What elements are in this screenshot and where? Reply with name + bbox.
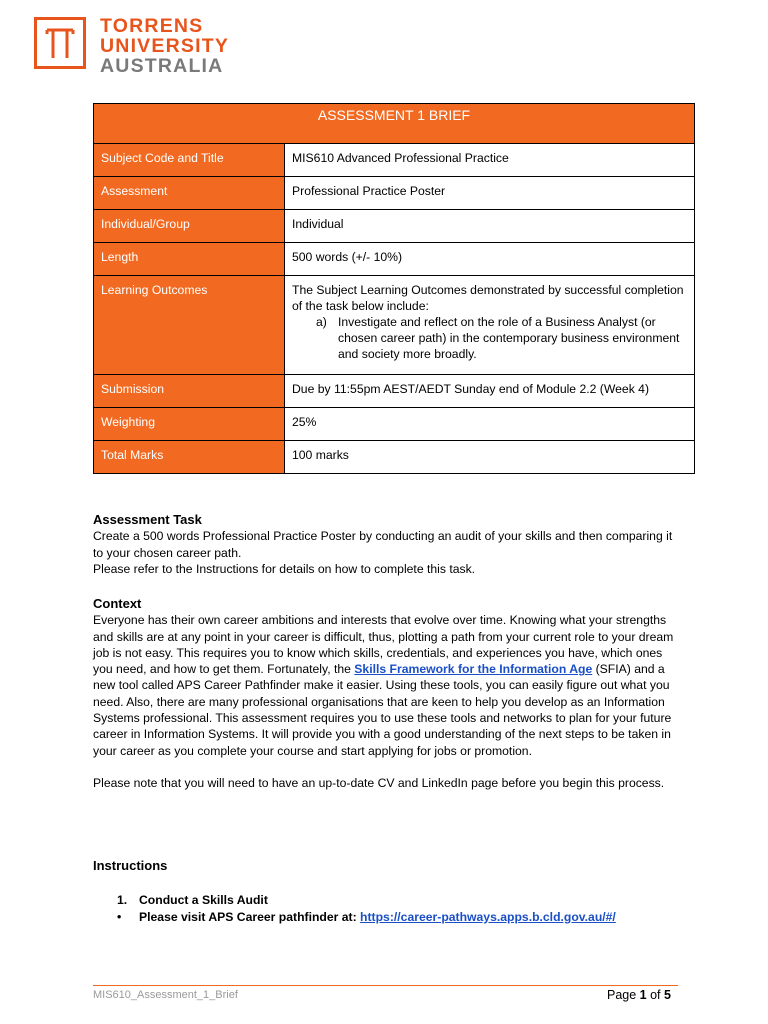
list-item: 1. Conduct a Skills Audit	[117, 893, 268, 908]
instructions-section	[93, 858, 683, 925]
row-value-individual-group: Individual	[285, 210, 695, 243]
learning-outcome-a: Investigate and reflect on the role of a Business Analyst (or chosen career path) in the contemporary business environment and society more broadly.	[338, 315, 680, 361]
list-item	[316, 314, 687, 362]
row-label-length: Length	[94, 243, 285, 276]
footer-divider	[93, 985, 678, 986]
assessment-task-heading: Assessment Task	[93, 512, 202, 527]
table-row	[94, 177, 695, 210]
context-note: Please note that you will need to have an up-to-date CV and LinkedIn page before you begin this process.	[93, 775, 665, 790]
context-heading: Context	[93, 596, 142, 611]
row-label-total-marks: Total Marks	[94, 441, 285, 474]
row-value-weighting: 25%	[285, 408, 695, 441]
row-label-individual-group: Individual/Group	[94, 210, 285, 243]
assessment-task-section	[93, 512, 683, 577]
row-label-subject: Subject Code and Title	[94, 144, 285, 177]
assessment-brief-table	[93, 103, 695, 474]
table-row	[94, 243, 695, 276]
row-value-subject: MIS610 Advanced Professional Practice	[285, 144, 695, 177]
table-row	[94, 144, 695, 177]
brief-title: ASSESSMENT 1 BRIEF	[94, 104, 695, 144]
torrens-logo-icon	[34, 17, 86, 69]
table-row	[94, 276, 695, 375]
row-value-total-marks: 100 marks	[285, 441, 695, 474]
logo-text-torrens: TORRENS	[100, 15, 204, 37]
row-value-assessment: Professional Practice Poster	[285, 177, 695, 210]
row-value-length: 500 words (+/- 10%)	[285, 243, 695, 276]
table-row	[94, 408, 695, 441]
table-row	[94, 441, 695, 474]
context-section	[93, 596, 683, 791]
row-value-learning-outcomes	[285, 276, 695, 375]
logo-text-university: UNIVERSITY	[100, 35, 230, 57]
step-conduct-skills-audit: Conduct a Skills Audit	[139, 893, 268, 908]
aps-career-pathfinder-link[interactable]: https://career-pathways.apps.b.cld.gov.au/#/	[360, 909, 616, 924]
table-row	[94, 210, 695, 243]
learning-outcomes-intro: The Subject Learning Outcomes demonstrated by successful completion of the task below include:	[292, 283, 684, 313]
row-label-learning-outcomes: Learning Outcomes	[94, 276, 285, 375]
context-paragraph: Everyone has their own career ambitions and interests that evolve over time. Knowing what your strengths and skills are at any point in your career is difficult, thus, plotting a path from your current role to your dream job is not easy. This requires you to know which skills, credentials, and experiences you have, which ones you need, and how to get them. Fortunately, the Skills Framework for the Information Age (SFIA) and a new tool called APS Career Pathfinder make it easier. Using these tools, you can easily figure out what you need. Also, there are many professional organisations that are keen to help you develop as an Information Systems professional. This assessment requires you to use these tools and networks to plan for your future career in Information Systems. It will provide you with a good understanding of the next steps to be taken in your career as you complete your course and start applying for jobs or promotion.	[93, 613, 674, 758]
assessment-task-note: Please refer to the Instructions for details on how to complete this task.	[93, 561, 476, 576]
bullet-icon: •	[117, 909, 122, 924]
instructions-heading: Instructions	[93, 858, 168, 873]
footer-page-number: Page 1 of 5	[607, 988, 671, 1002]
sfia-link[interactable]: Skills Framework for the Information Age	[354, 662, 593, 677]
table-row	[94, 375, 695, 408]
list-marker: a)	[316, 315, 327, 329]
row-value-submission: Due by 11:55pm AEST/AEDT Sunday end of Module 2.2 (Week 4)	[285, 375, 695, 408]
university-logo	[34, 17, 229, 77]
logo-text-australia: AUSTRALIA	[100, 55, 224, 77]
assessment-task-paragraph: Create a 500 words Professional Practice Poster by conducting an audit of your skills and then comparing it to your chosen career path.	[93, 529, 673, 560]
list-item: • Please visit APS Career pathfinder at: https://career-pathways.apps.b.cld.gov.au/#/	[117, 909, 616, 924]
row-label-assessment: Assessment	[94, 177, 285, 210]
row-label-submission: Submission	[94, 375, 285, 408]
footer-document-name: MIS610_Assessment_1_Brief	[93, 989, 238, 1001]
row-label-weighting: Weighting	[94, 408, 285, 441]
